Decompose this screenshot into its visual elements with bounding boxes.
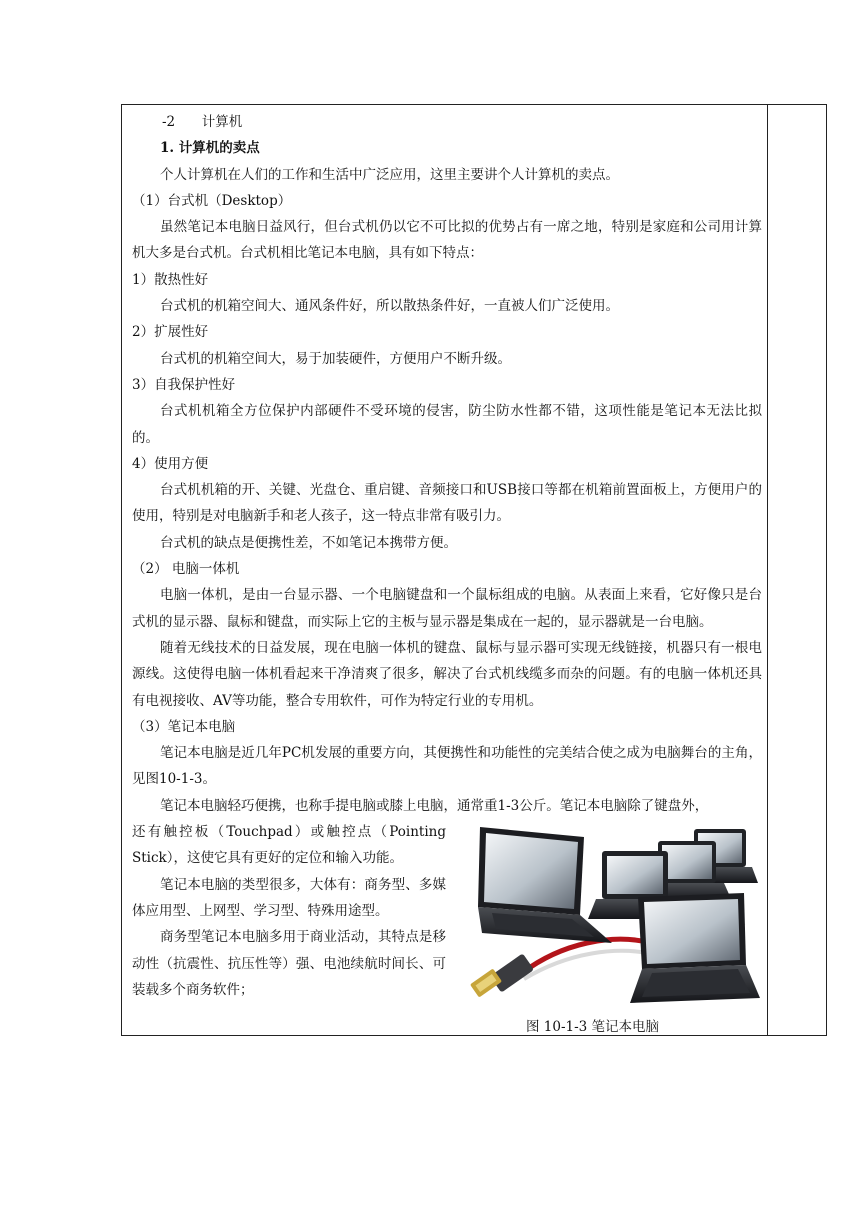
usb-plug (470, 953, 534, 997)
laptop-title: （3）笔记本电脑 (132, 718, 236, 735)
point-1-title: 1）散热性好 (132, 271, 209, 288)
document-table (121, 104, 827, 1036)
aio-paragraph-1: 电脑一体机，是由一台显示器、一个电脑键盘和一个鼠标组成的电脑。从表面上来看，它好像只是台式机的显示器、鼠标和键盘，而实际上它的主板与显示器是集成在一起的，显示器就是一台电脑。 (132, 587, 762, 630)
main-heading: 1. 计算机的卖点 (160, 140, 260, 157)
point-4-text: 台式机机箱的开、关键、光盘仓、重启键、音频接口和USB接口等都在机箱前置面板上，方便用户的使用，特别是对电脑新手和老人孩子，这一特点非常有吸引力。 (132, 482, 762, 525)
laptop-paragraph-1: 笔记本电脑是近几年PC机发展的重要方向，其便携性和功能性的完美结合使之成为电脑舞台的主角，见图10-1-3。 (132, 745, 762, 788)
laptop-front-right (630, 893, 760, 1003)
desktop-drawback: 台式机的缺点是便携性差，不如笔记本携带方便。 (160, 534, 457, 551)
aio-paragraph-2: 随着无线技术的日益发展，现在电脑一体机的键盘、鼠标与显示器可实现无线链接，机器只有一根电源线。这使得电脑一体机看起来干净清爽了很多，解决了台式机线缆多而杂的问题。有的电脑一体机还具有电视接收、AV等功能，整合专用软件，可作为特定行业的专用机。 (132, 639, 762, 709)
laptop-paragraph-2-line1: 笔记本电脑轻巧便携，也称手提电脑或膝上电脑，通常重1-3公斤。笔记本电脑除了键盘外， (160, 797, 709, 814)
aio-title: （2） 电脑一体机 (132, 561, 240, 578)
laptops-illustration (462, 823, 762, 1008)
section-number: -2 (162, 114, 176, 130)
desktop-paragraph: 虽然笔记本电脑日益风行，但台式机仍以它不可比拟的优势占有一席之地，特别是家庭和公司用计算机大多是台式机。台式机相比笔记本电脑，具有如下特点： (132, 219, 762, 262)
point-1-text: 台式机的机箱空间大、通风条件好，所以散热条件好，一直被人们广泛使用。 (160, 298, 619, 315)
laptop-paragraph-2-rest: 还有触控板（Touchpad）或触控点（Pointing Stick），这使它具有更好的定位和输入功能。 (132, 824, 446, 867)
laptop-front-left (478, 827, 612, 943)
content-cell (132, 109, 762, 1008)
intro-paragraph: 个人计算机在人们的工作和生活中广泛应用，这里主要讲个人计算机的卖点。 (160, 166, 619, 183)
column-divider (767, 105, 768, 1035)
figure-wrap-block (132, 819, 762, 1003)
section-title: 计算机 (201, 114, 243, 130)
point-3-text: 台式机机箱全方位保护内部硬件不受环境的侵害，防尘防水性都不错，这项性能是笔记本无法比拟的。 (132, 403, 762, 446)
laptop-figure (462, 823, 762, 1008)
point-2-text: 台式机的机箱空间大，易于加装硬件，方便用户不断升级。 (160, 350, 511, 367)
figure-caption: 图 10-1-3 笔记本电脑 (526, 1019, 660, 1035)
point-4-title: 4）使用方便 (132, 455, 209, 472)
section-header (132, 109, 762, 135)
point-3-title: 3）自我保护性好 (132, 376, 236, 393)
desktop-title: （1）台式机（Desktop） (132, 192, 292, 209)
laptop-paragraph-4: 商务型笔记本电脑多用于商业活动，其特点是移动性（抗震性、抗压性等）强、电池续航时间长、可装载多个商务软件； (132, 929, 446, 998)
laptop-paragraph-3: 笔记本电脑的类型很多，大体有：商务型、多媒体应用型、上网型、学习型、特殊用途型。 (132, 876, 446, 919)
point-2-title: 2）扩展性好 (132, 324, 209, 341)
